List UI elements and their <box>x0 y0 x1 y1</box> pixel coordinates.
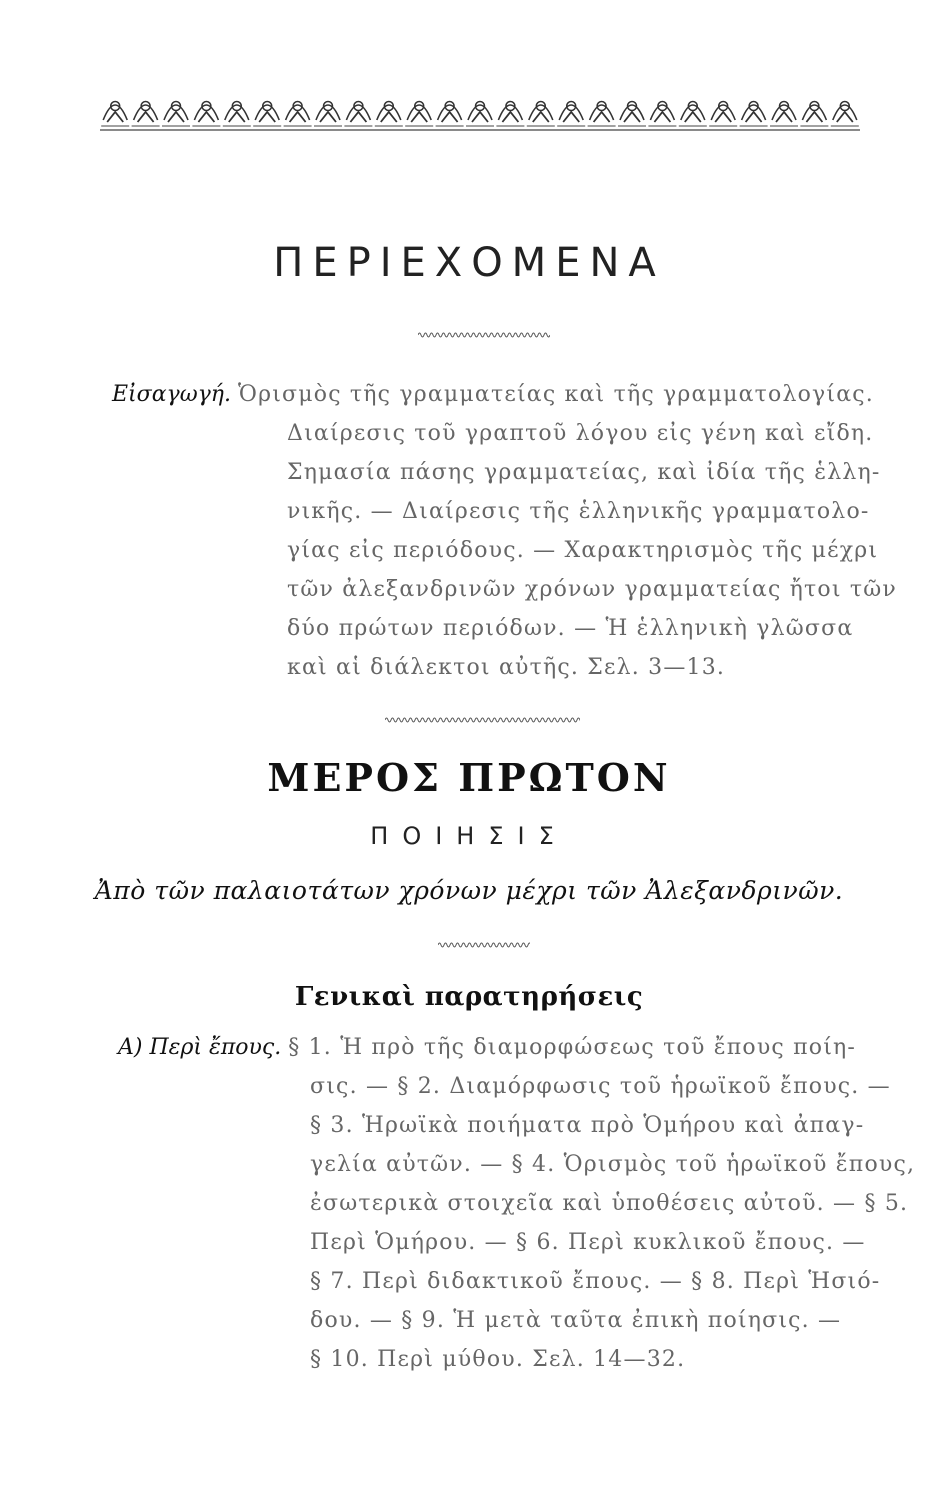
period-subtitle: Ἀπὸ τῶν παλαιοτάτων χρόνων μέχρι τῶν Ἀλεξανδρινῶν. <box>94 876 844 905</box>
ornament-motif <box>679 102 707 127</box>
ornament-motif <box>527 102 555 127</box>
squiggle-graphic <box>418 330 550 340</box>
ornament-motif <box>405 102 433 127</box>
ornament-motif <box>770 102 798 127</box>
intro-line-4: νικῆς. — Διαίρεσις τῆς ἑλληνικῆς γραμματολο- <box>287 499 870 524</box>
ornament-motif <box>618 102 646 127</box>
ornamental-header-band <box>100 92 860 132</box>
epic-section-entry <box>118 1028 916 1379</box>
page-title: ΠΕΡΙΕΧΟΜΕΝΑ <box>273 240 665 286</box>
epic-line-5: ἐσωτερικὰ στοιχεῖα καὶ ὑποθέσεις αὐτοῦ. — § 5. <box>310 1191 909 1216</box>
epic-label: Α) Περὶ ἔπους. <box>118 1035 282 1060</box>
part-subtitle: ΠΟΙΗΣΙΣ <box>370 822 568 850</box>
divider-squiggle-2 <box>385 715 580 725</box>
epic-line-3: § 3. Ἡρωϊκὰ ποιήματα πρὸ Ὁμήρου καὶ ἀπαγ- <box>310 1113 865 1138</box>
introduction-entry <box>112 375 897 687</box>
part-title: ΜΕΡΟΣ ΠΡΩΤΟΝ <box>267 755 671 800</box>
intro-line-8: καὶ αἱ διάλεκτοι αὐτῆς. Σελ. 3—13. <box>287 655 726 680</box>
ornament-motif <box>648 102 676 127</box>
ornament-graphic <box>100 92 860 132</box>
section-heading: Γενικαὶ παρατηρήσεις <box>294 982 644 1012</box>
squiggle-graphic <box>438 940 530 950</box>
ornament-motif <box>101 102 129 127</box>
ornament-motif <box>436 102 464 127</box>
epic-text: § 1. Ἡ πρὸ τῆς διαμορφώσεως τοῦ ἔπους ποίη- <box>288 1035 857 1060</box>
intro-line-6: τῶν ἀλεξανδρινῶν χρόνων γραμματείας ἤτοι τῶν <box>287 577 897 602</box>
squiggle-graphic <box>385 715 580 725</box>
ornament-motif <box>466 102 494 127</box>
intro-text: Ὁρισμὸς τῆς γραμματείας καὶ τῆς γραμματολογίας. <box>237 382 874 407</box>
epic-line-6: Περὶ Ὁμήρου. — § 6. Περὶ κυκλικοῦ ἔπους. — <box>310 1230 866 1255</box>
ornament-motif <box>496 102 524 127</box>
ornament-motif <box>344 102 372 127</box>
ornament-motif <box>132 102 160 127</box>
intro-line-2: Διαίρεσις τοῦ γραπτοῦ λόγου εἰς γένη καὶ εἴδη. <box>287 421 874 446</box>
ornament-motif <box>375 102 403 127</box>
ornament-motif <box>588 102 616 127</box>
epic-line-1 <box>118 1028 883 1067</box>
ornament-motif <box>223 102 251 127</box>
epic-line-2: σις. — § 2. Διαμόρφωσις τοῦ ἡρωϊκοῦ ἔπους. — <box>310 1074 891 1099</box>
ornament-motif <box>831 102 859 127</box>
divider-squiggle-1 <box>418 330 550 340</box>
epic-line-4: γελία αὐτῶν. — § 4. Ὁρισμὸς τοῦ ἡρωϊκοῦ ἔπους, <box>310 1152 916 1177</box>
epic-line-9: § 10. Περὶ μύθου. Σελ. 14—32. <box>310 1347 686 1372</box>
ornament-motif <box>162 102 190 127</box>
ornament-motif <box>709 102 737 127</box>
intro-label: Εἰσαγωγή. <box>112 382 231 407</box>
ornament-motif <box>284 102 312 127</box>
intro-line-7: δύο πρώτων περιόδων. — Ἡ ἑλληνικὴ γλῶσσα <box>287 616 854 641</box>
epic-line-8: δου. — § 9. Ἡ μετὰ ταῦτα ἐπικὴ ποίησις. — <box>310 1308 842 1333</box>
intro-line-3: Σημασία πάσης γραμματείας, καὶ ἰδία τῆς ἑλλη- <box>287 460 881 485</box>
ornament-motif <box>253 102 281 127</box>
ornament-motif <box>314 102 342 127</box>
ornament-motif <box>800 102 828 127</box>
ornament-motif <box>740 102 768 127</box>
ornament-motif <box>557 102 585 127</box>
intro-line-1 <box>112 375 882 414</box>
intro-line-5: γίας εἰς περιόδους. — Χαρακτηρισμὸς τῆς μέχρι <box>287 538 879 563</box>
ornament-motif <box>192 102 220 127</box>
epic-line-7: § 7. Περὶ διδακτικοῦ ἔπους. — § 8. Περὶ Ἡσιό- <box>310 1269 881 1294</box>
divider-squiggle-3 <box>438 940 530 950</box>
